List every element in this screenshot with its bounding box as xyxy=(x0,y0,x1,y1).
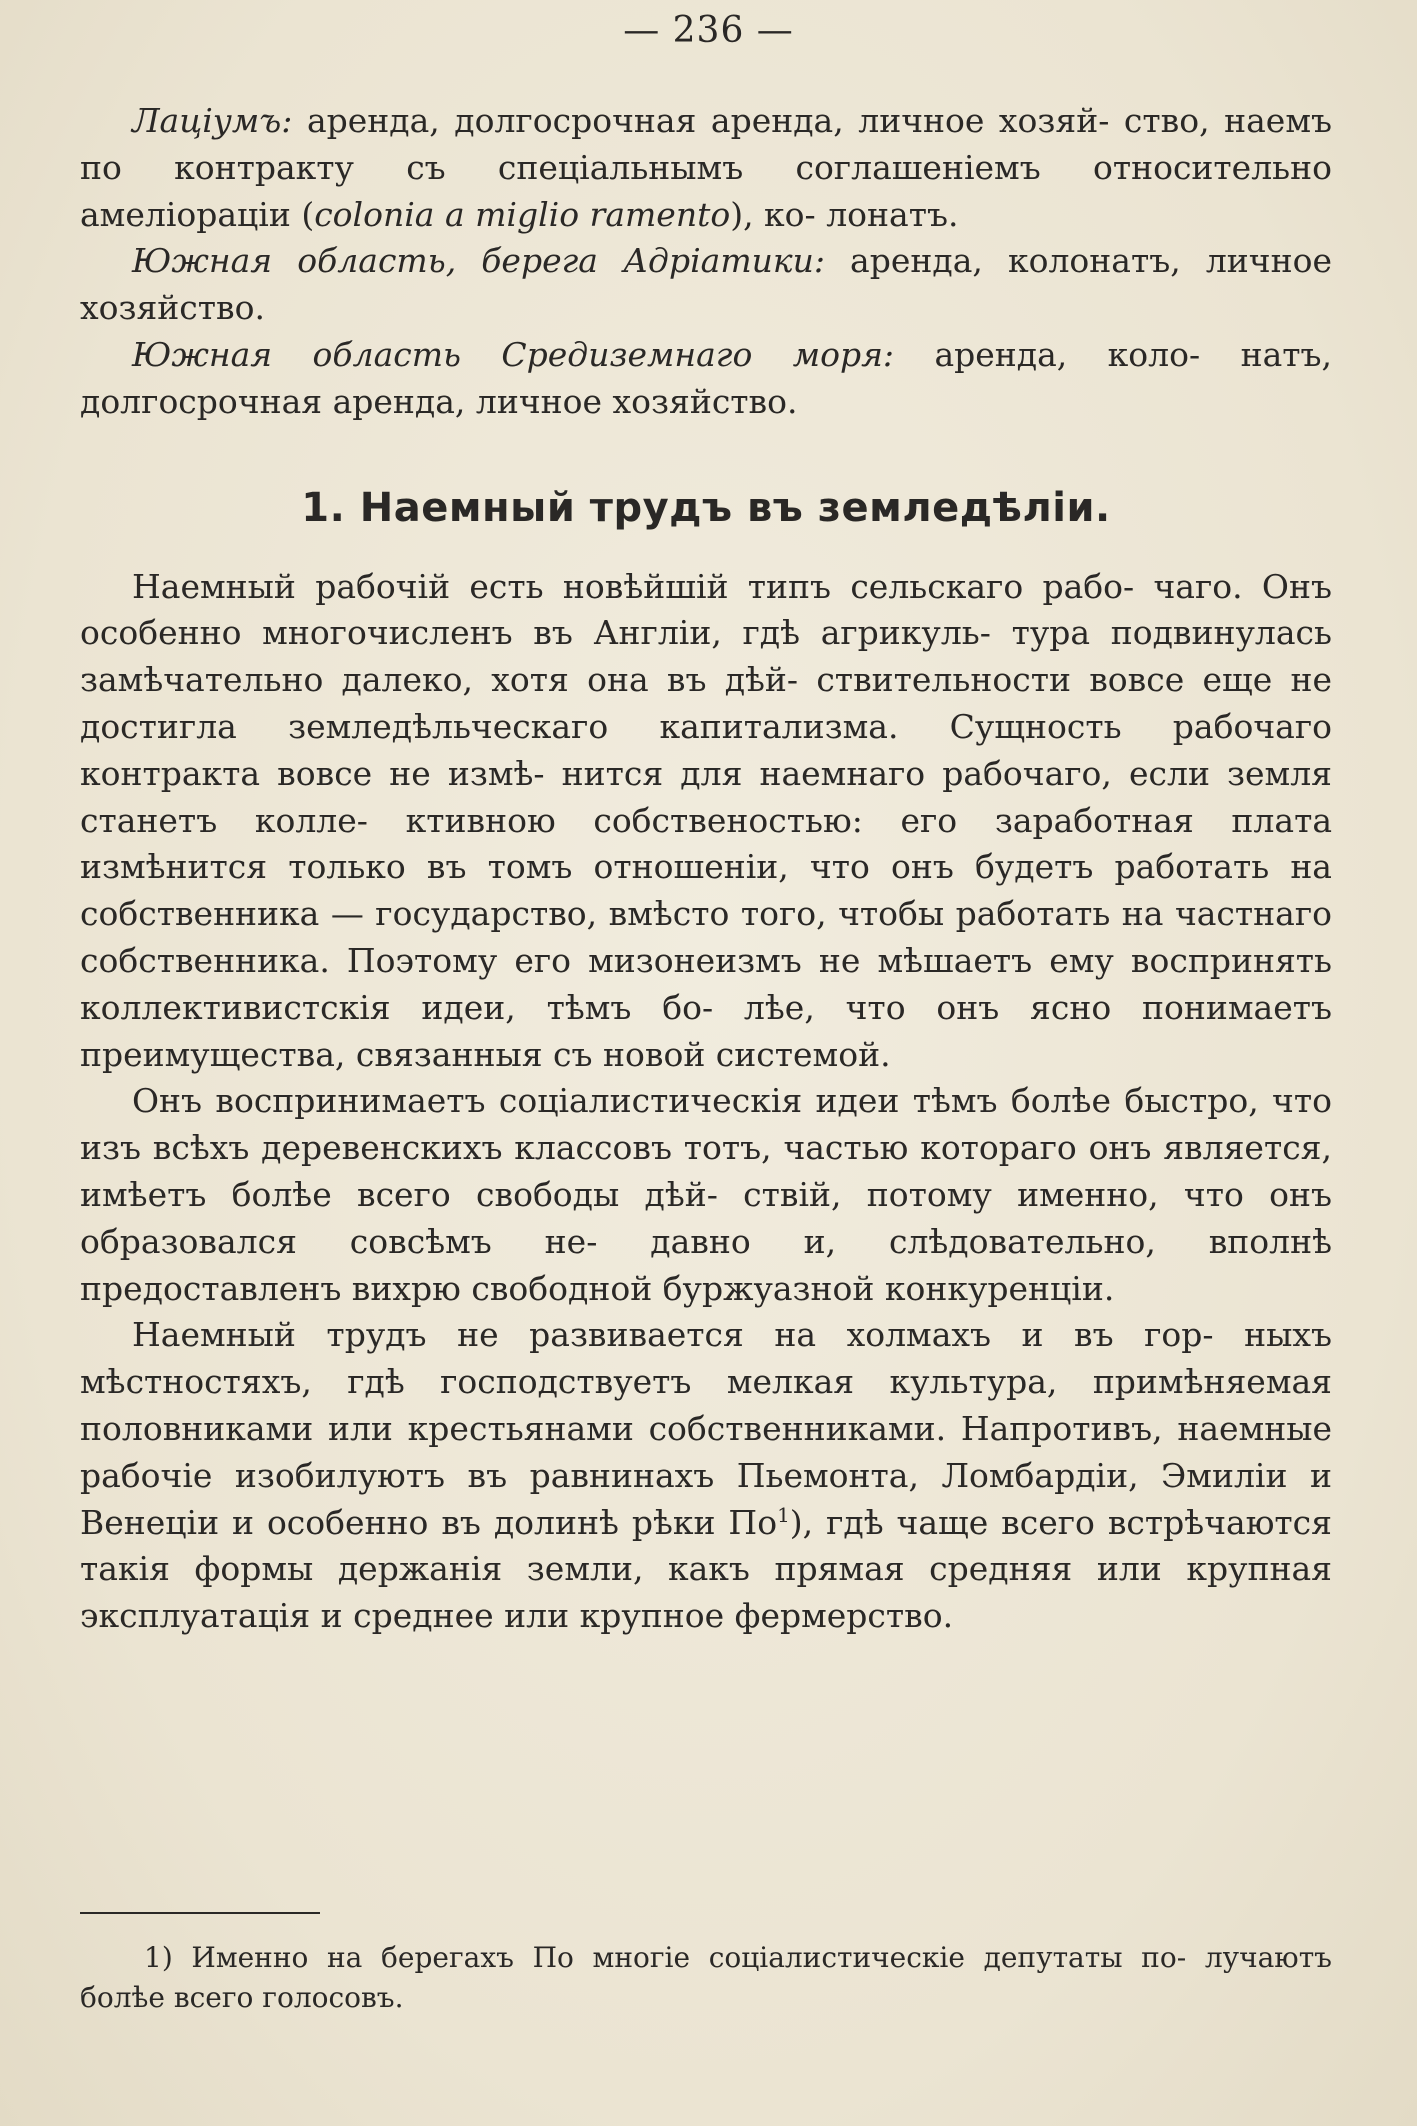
text-line: давно и, слѣдовательно, вполнѣ предоставленъ вихрю xyxy=(80,1221,1333,1308)
text-line: аренда, колонатъ, xyxy=(824,241,1181,281)
text-line: свободной буржуазной конкуренцiи. xyxy=(471,1268,1115,1308)
text-line: ), ко- xyxy=(730,194,816,234)
text-line: съ новой системой. xyxy=(553,1034,891,1074)
paragraph-2 xyxy=(80,1078,1332,1312)
italic-term: colonia a miglio ramento xyxy=(314,194,731,234)
paragraph-1 xyxy=(80,564,1332,1079)
page-body xyxy=(80,98,1332,1640)
text-line: только въ томъ отношенiи, что онъ будетъ работать на xyxy=(288,847,1332,887)
region-label: Южная область Средиземнаго моря: xyxy=(132,334,895,374)
section-title: 1. Наемный трудъ въ земледѣлiи. xyxy=(301,484,1111,531)
text-line: капитализма. Сущность рабочаго контракта вовсе не измѣ- xyxy=(80,706,1332,793)
footnote-mark: 1) xyxy=(144,1941,173,1974)
footnote-reference[interactable]: 1 xyxy=(777,1502,790,1527)
region-label: Лацiумъ: xyxy=(132,101,293,140)
region-label: Южная область, берега Адрiатики: xyxy=(132,241,825,281)
region-south-adriatic xyxy=(80,238,1332,332)
text-line: Напротивъ, наемные рабочiе изобилуютъ въ равнинахъ xyxy=(80,1408,1333,1495)
text-line: личное хозяйство. xyxy=(80,241,1332,328)
text-line: ныхъ мѣстностяхъ, гдѣ господствуетъ мелкая культура, xyxy=(80,1315,1332,1402)
footnote xyxy=(80,1938,1332,2018)
text-line: ствiй, потому именно, что онъ образовался совсѣмъ не- xyxy=(80,1174,1332,1261)
text-line: тура подвинулась замѣчательно далеко, хотя она въ дѣй- xyxy=(80,613,1332,700)
region-latium xyxy=(80,98,1332,238)
text-line: ствительности вовсе еще не достигла земледѣльческаго xyxy=(80,660,1332,746)
text-line: аренда, долгосрочная аренда, личное хозяй- xyxy=(292,101,1110,140)
text-line: лонатъ. xyxy=(826,194,959,234)
text-line: долинѣ рѣки По xyxy=(493,1502,778,1542)
text-line: ), гдѣ чаще всего встрѣчаются такiя xyxy=(80,1502,1332,1589)
text-line: ство, наемъ по контракту съ спецiальнымъ соглашенiемъ xyxy=(80,101,1332,187)
text-line: лѣе, что онъ ясно понимаетъ преимущества, связанныя xyxy=(80,987,1332,1074)
paragraph-3 xyxy=(80,1312,1332,1640)
text-line: Онъ воспринимаетъ соцiалистическiя идеи тѣмъ болѣе xyxy=(132,1081,1111,1121)
text-line: относительно амелiорацiи ( xyxy=(80,147,1332,234)
text-line: Наемный трудъ не развивается на холмахъ и въ гор- xyxy=(132,1315,1214,1355)
text-line: аренда, коло- xyxy=(894,334,1201,374)
text-line: чаго. Онъ особенно многочисленъ въ Англiи, гдѣ агрикуль- xyxy=(80,566,1332,653)
text-line: примѣняемая половниками или крестьянами собственниками. xyxy=(80,1362,1332,1448)
text-line: собственника — государство, вмѣсто того, чтобы работать xyxy=(80,894,1111,934)
text-line: Именно на берегахъ По многiе соцiалистическiе депутаты по- xyxy=(172,1941,1187,1974)
text-line: лучаютъ болѣе всего голосовъ. xyxy=(80,1941,1332,2014)
page-number: — 236 — xyxy=(623,10,794,51)
text-line: натъ, долгосрочная аренда, личное хозяйство. xyxy=(80,334,1333,421)
footnote-divider xyxy=(80,1912,320,1914)
text-line: формы держанiя земли, какъ прямая средняя или крупная xyxy=(194,1549,1332,1589)
text-line: нится для наемнаго рабочаго, если земля станетъ колле- xyxy=(80,753,1332,840)
text-line: Пьемонта, Ломбардiи, Эмилiи и Венецiи и особенно въ xyxy=(80,1455,1332,1542)
text-line: котораго онъ является, имѣетъ болѣе всего свободы дѣй- xyxy=(80,1128,1332,1214)
text-line: быстро, что изъ всѣхъ деревенскихъ классовъ тотъ, частью xyxy=(80,1081,1332,1168)
text-line: на частнаго собственника. Поэтому его мизонеизмъ не xyxy=(80,894,1332,980)
text-line: ктивною собственостью: его заработная плата измѣнится xyxy=(80,800,1332,887)
text-line: эксплуатацiя и среднее или крупное фермерство. xyxy=(80,1596,954,1636)
text-line: Наемный рабочiй есть новѣйшiй типъ сельскаго рабо- xyxy=(132,566,1135,606)
text-line: мѣшаетъ ему воспринять коллективистскiя идеи, тѣмъ бо- xyxy=(80,940,1332,1027)
region-south-mediterranean xyxy=(80,332,1332,426)
